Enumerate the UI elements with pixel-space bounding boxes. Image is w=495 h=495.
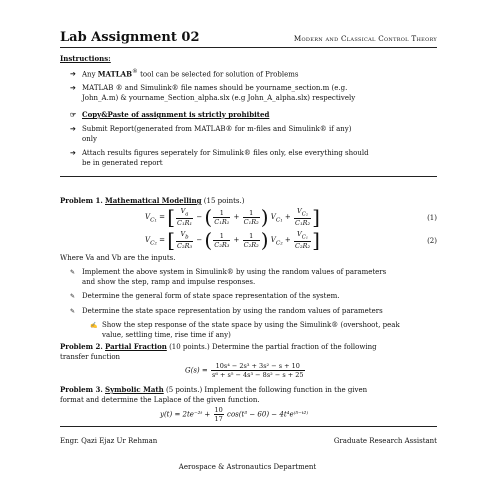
arrow-icon: ➔ (70, 84, 76, 92)
pencil-icon: ✎ (70, 308, 76, 315)
course-name: Modern and Classical Control Theory (293, 34, 437, 43)
task-item: ✎ Implement the above system in Simulink® by using the random values of parameters and show the step, ramp and impulse responses. (70, 268, 387, 286)
assignment-title: Lab Assignment 02 (60, 30, 200, 45)
arrow-icon: ➔ (70, 149, 76, 157)
section-rule (60, 176, 437, 177)
subtask-item: ✍ Show the step response of the state space by using the Simulink® (overshoot, peak value, settling time, rise time if any) (90, 321, 400, 339)
inputs-note: Where Va and Vb are the inputs. (60, 254, 176, 262)
pencil-icon: ✎ (70, 269, 76, 276)
transfer-function: G(s) = $\frac{\text{10s⁴ − 2s³ + 3s² − s + 10}}{\text{s⁶ + s⁵ − 4s³ − 8s² − s + 25}}$ (185, 362, 304, 379)
problem2-heading: Problem 2. Partial Fraction (10 points.) Determine the partial fraction of the following transfer function (60, 342, 377, 361)
instruction-item: ➔ MATLAB ® and Simulink® file names should be yourname_section.m (e.g. John_A.m) & yourname_Section_alpha.slx (e.g John_A_alpha.slx) respectively (70, 84, 356, 102)
symbolic-equation: y(t) = 2te⁻²ᵗ + $\frac{10}{17}$ cos(t³ − 60) − 4t⁴e⁽⁵⁻ᵗ²⁾ (160, 406, 309, 423)
instruction-item: ➔ Attach results figures seperately for Simulink® files only, else everything should be in generated report (70, 149, 369, 167)
page-header (60, 30, 437, 46)
footer-rule (60, 426, 437, 427)
pointing-hand-icon: ☞ (70, 110, 77, 119)
instructions-heading: Instructions: (60, 54, 111, 63)
instruction-item: ➔ Submit Report(generated from MATLAB® for m-files and Simulink® if any) only (70, 125, 352, 143)
arrow-icon: ➔ (70, 125, 76, 133)
problem3-heading: Problem 3. Symbolic Math (5 points.) Implement the following function in the given format and determine the Laplace of the given function. (60, 385, 368, 404)
instruction-item: ➔ Any MATLAB® tool can be selected for solution of Problems (70, 69, 299, 79)
problem1-heading: Problem 1. Mathematical Modelling (15 points.) (60, 196, 245, 205)
equation-1: $V_{C_1}$ = [ $\frac{V_a}{\text{C₁R₁}}$ − ( $\frac{1}{\text{C₁R₁}}$ + $\frac{1}{\text{C₁R₂}}$ ) $V_{C_1}$ + $\frac{V_{C_2}}{\text{C₁R₂}}$ ] (145, 205, 320, 229)
pencil-icon: ✎ (70, 293, 76, 300)
instruction-item: ☞ Copy&Paste of assignment is strictly prohibited (70, 110, 270, 119)
equation-number: (1) (427, 214, 437, 222)
author-name: Engr. Qazi Ejaz Ur Rehman (60, 437, 158, 445)
writing-hand-icon: ✍ (90, 322, 98, 329)
task-item: ✎ Determine the general form of state space representation of the system. (70, 292, 340, 300)
equation-number: (2) (427, 237, 437, 245)
author-role: Graduate Research Assistant (333, 437, 437, 445)
equation-2: $V_{C_2}$ = [ $\frac{V_b}{\text{C₂R₃}}$ − ( $\frac{1}{\text{C₂R₃}}$ + $\frac{1}{\text{C₂R₂}}$ ) $V_{C_2}$ + $\frac{V_{C_1}}{\text{C₂R₂}}$ ] (145, 228, 320, 252)
task-item: ✎ Determine the state space representation by using the random values of parameters (70, 307, 383, 315)
header-rule (60, 47, 437, 48)
department-name: Aerospace & Astronautics Department (178, 463, 317, 471)
arrow-icon: ➔ (70, 70, 76, 79)
